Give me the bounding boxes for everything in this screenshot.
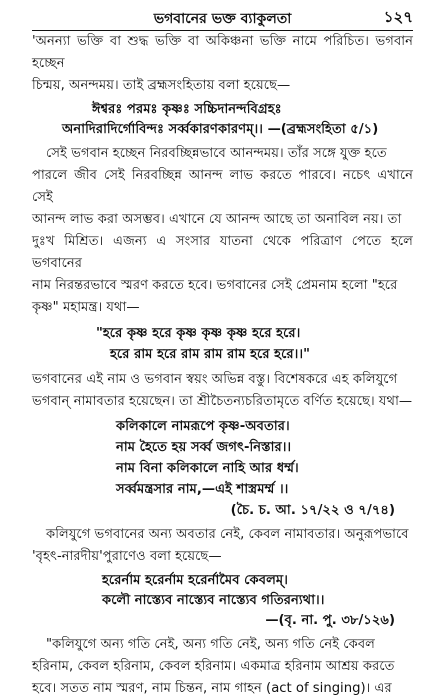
text-line: কৃষ্ণ" মহামন্ত্র। যথা— [32,300,140,315]
text-line: চিন্ময়, অনন্দময়। তাই ব্রহ্মসংহিতায় বলা হয়েছে— [32,78,291,93]
running-title: ভগবানের ভক্ত ব্যাকুলতা [153,11,292,27]
text-line: হরিনাম, কেবল হরিনাম, কেবল হরিনাম। একমাত্র হরিনাম আশ্রয় করতে [32,659,395,674]
sloka-line [32,120,413,140]
text-line: আনন্দ লাভ করা অসম্ভব। এখানে যে আনন্দ আছে তা অনাবিল নয়। তা [32,212,402,227]
text-line: 'অনন্যা ভক্তি বা শুদ্ধ ভক্তি বা অকিঞ্চনা ভক্তি নামে পরিচিত। ভগবান হচ্ছেন [32,34,413,71]
sloka-brahma-samhita [32,100,413,140]
mantra-line: "হরে কৃষ্ণ হরে কৃষ্ণ কৃষ্ণ কৃষ্ণ হরে হরে। [96,326,301,341]
paragraph-3 [32,369,413,413]
verse-reference: (চৈ. চ. আ. ১৭/২২ ও ৭/৭৪) [230,503,395,518]
verse-line: নাম হৈতে হয় সর্ব্ব জগৎ-নিস্তার।। [116,440,292,455]
text-line: নাম নিরন্তরভাবে স্মরণ করতে হবে। ভগবানের সেই প্রেমনাম হলো "হরে [32,278,398,293]
mantra-line: হরে রাম হরে রাম রাম রাম হরে হরে।।" [110,347,310,362]
page-number: ১২৭ [383,8,413,26]
sloka-line: কলৌ নাস্ত্যেব নাস্ত্যেব নাস্ত্যেব গতিরন্যথা।। [102,593,325,608]
page-header [32,0,413,30]
text-line: কলিযুগে ভগবানের অন্য অবতার নেই, কেবল নামাবতার। অনুরূপভাবে [46,527,409,542]
text-line: 'বৃহৎ-নারদীয়'পুরাণেও বলা হয়েছে— [32,549,222,564]
verse-chaitanya-charitamrita [32,416,413,521]
text-line: সেই ভগবান হচ্ছেন নিরবচ্ছিন্নভাবে আনন্দময়। তাঁর সঙ্গে যুক্ত হতে [46,146,387,161]
paragraph-1 [32,31,413,97]
text-line: ভগবান্ নামাবতার হয়েছেন। তা শ্রীচৈতন্যচরিতামৃতে বর্ণিত হয়েছে। যথা— [32,394,413,409]
verse-line: সর্ব্বমন্ত্রসার নাম,—এই শাস্ত্রমর্ম্ম ।। [116,482,289,497]
paragraph-5 [32,634,413,700]
text-line: দুঃখ মিশ্রিত। এজন্য এ সংসার যাতনা থেকে পরিত্রাণ পেতে হলে ভগবানের [32,234,413,271]
sloka-line: ঈশ্বরঃ পরমঃ কৃষ্ণঃ সচ্চিদানন্দবিগ্রহঃ [92,102,282,117]
sloka-line: হরের্নাম হরের্নাম হরের্নামৈব কেবলম্। [102,573,288,588]
verse-line: নাম বিনা কলিকালে নাহি আর ধর্ম্ম। [116,461,299,476]
text-line: ভগবানের এই নাম ও ভগবান স্বয়ং অভিন্ন বস্তু। বিশেষকরে এহ কলিযুগে [32,372,398,387]
sloka-reference: —(ব্রহ্মসংহিতা ৫/১) [267,122,379,137]
mahamantra [32,323,413,365]
text-line: হবে। সতত নাম স্মরণ, নাম চিন্তন, নাম গাহন (act of singing)। এর [32,681,392,696]
verse-line: কলিকালে নামরূপে কৃষ্ণ-অবতার। [116,419,290,434]
paragraph-2 [32,143,413,319]
text-line: "কলিযুগে অন্য গতি নেই, অন্য গতি নেই, অন্য গতি নেই কেবল [46,637,376,652]
text-line: পারলে জীব সেই নিরবচ্ছিন্ন আনন্দ লাভ করতে পারবে। নচেৎ এখানে সেই [32,168,413,205]
sloka-reference: —(বৃ. না. পু. ৩৮/১২৬) [265,613,395,628]
sloka-brihan-naradiya [32,571,413,631]
sloka-line-text: অনাদিরাদির্গোবিন্দঃ সর্ব্বকারণকারণম্।। [62,122,263,137]
paragraph-4 [32,524,413,568]
